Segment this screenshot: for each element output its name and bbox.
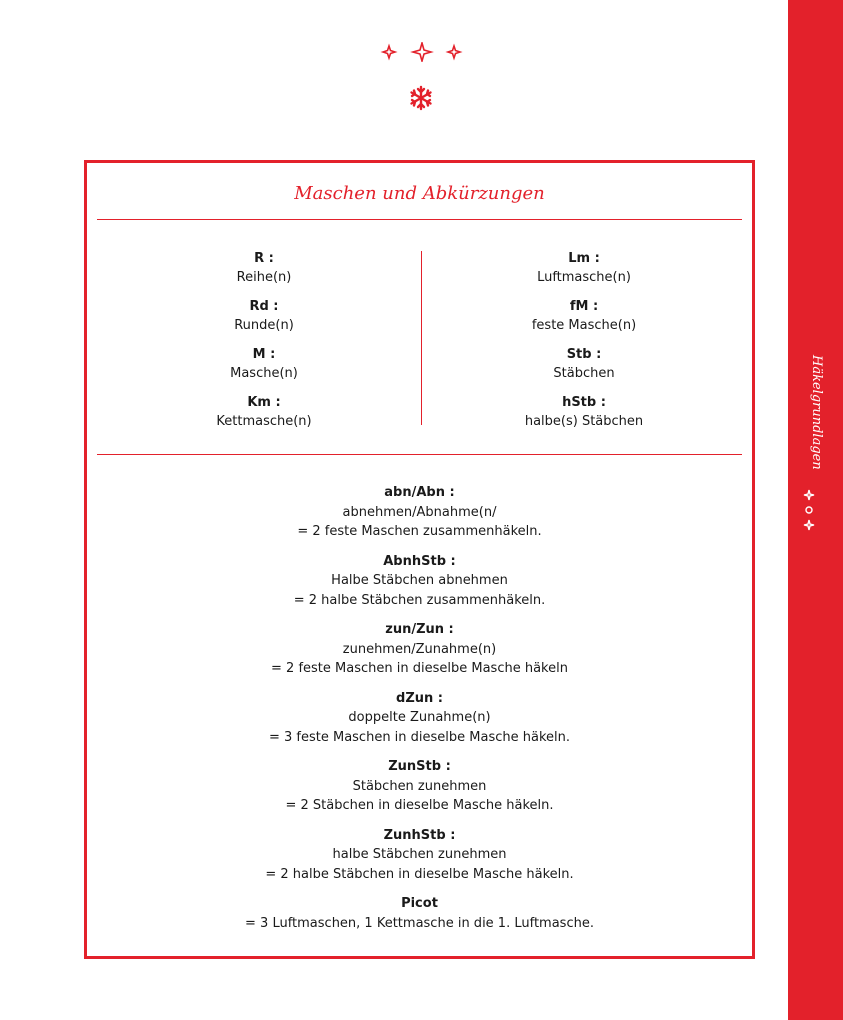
technique-item (87, 757, 752, 816)
abbreviation-desc: feste Masche(n) (531, 318, 637, 333)
technique-line: = 2 halbe Stäbchen in dieselbe Masche häkeln. (265, 866, 574, 882)
technique-item (87, 894, 752, 933)
abbreviation-term: Km : (247, 395, 281, 410)
technique-line: = 2 feste Maschen zusammenhäkeln. (297, 524, 542, 539)
abbreviation-term: hStb : (562, 395, 606, 410)
technique-term: zun/Zun : (385, 622, 454, 637)
technique-line: = 2 feste Maschen in dieselbe Masche häkeln (271, 661, 568, 676)
divider-middle (97, 454, 742, 455)
technique-line: zunehmen/Zunahme(n) (342, 641, 497, 657)
sparkle-stars-icon (802, 488, 816, 532)
technique-line: = 2 Stäbchen in dieselbe Masche häkeln. (285, 798, 554, 813)
technique-list (87, 483, 752, 943)
column-divider (421, 251, 422, 425)
technique-line: abnehmen/Abnahme(n/ (342, 504, 497, 520)
technique-line: = 2 halbe Stäbchen zusammenhäkeln. (293, 592, 546, 608)
abbreviation-term: M : (252, 347, 276, 362)
abbreviation-desc: Runde(n) (234, 318, 294, 333)
technique-line: Stäbchen zunehmen (352, 778, 487, 794)
technique-line: = 3 Luftmaschen, 1 Kettmasche in die 1. Luftmasche. (245, 915, 594, 931)
technique-term: ZunhStb : (383, 827, 456, 843)
chapter-label: Häkelgrundlagen (809, 354, 824, 470)
abbreviation-item (449, 393, 719, 441)
abbreviation-item (449, 345, 719, 393)
abbreviation-item (449, 249, 719, 297)
abbreviation-item (129, 249, 399, 297)
technique-line: Halbe Stäbchen abnehmen (331, 573, 508, 588)
abbreviation-item (129, 345, 399, 393)
technique-term: ZunStb : (388, 759, 451, 774)
technique-term: Picot (401, 896, 438, 911)
technique-line: = 3 feste Maschen in dieselbe Masche häkeln. (268, 729, 571, 745)
abbreviation-term: Lm : (568, 251, 600, 266)
abbreviation-column-right (449, 249, 719, 441)
technique-item (87, 552, 752, 611)
abbreviation-desc: Kettmasche(n) (216, 414, 312, 429)
abbreviations-box (84, 160, 755, 959)
abbreviation-desc: Masche(n) (230, 366, 298, 381)
abbreviation-item (449, 297, 719, 345)
technique-term: abn/Abn : (384, 485, 455, 500)
chapter-side-band (788, 0, 843, 1020)
technique-item (87, 826, 752, 885)
abbreviation-term: Stb : (566, 347, 602, 362)
technique-item (87, 620, 752, 679)
abbreviation-item (129, 393, 399, 441)
abbreviation-term: Rd : (249, 299, 279, 314)
technique-line: doppelte Zunahme(n) (348, 710, 491, 725)
abbreviation-term: fM : (569, 299, 599, 314)
technique-item (87, 689, 752, 748)
abbreviation-term: R : (254, 251, 274, 266)
abbreviation-column-left (129, 249, 399, 441)
sparkle-stars-icon (378, 42, 468, 62)
abbreviation-desc: Luftmasche(n) (537, 270, 631, 285)
abbreviation-desc: halbe(s) Stäbchen (524, 414, 644, 429)
snowflake-icon (408, 85, 434, 111)
abbreviation-desc: Stäbchen (553, 366, 615, 381)
divider-top (97, 219, 742, 220)
technique-term: AbnhStb : (383, 553, 456, 569)
technique-item (87, 483, 752, 542)
technique-term: dZun : (396, 690, 443, 706)
abbreviation-item (129, 297, 399, 345)
technique-line: halbe Stäbchen zunehmen (332, 847, 507, 862)
abbreviation-desc: Reihe(n) (236, 270, 292, 285)
box-title: Maschen und Abkürzungen (294, 183, 545, 204)
